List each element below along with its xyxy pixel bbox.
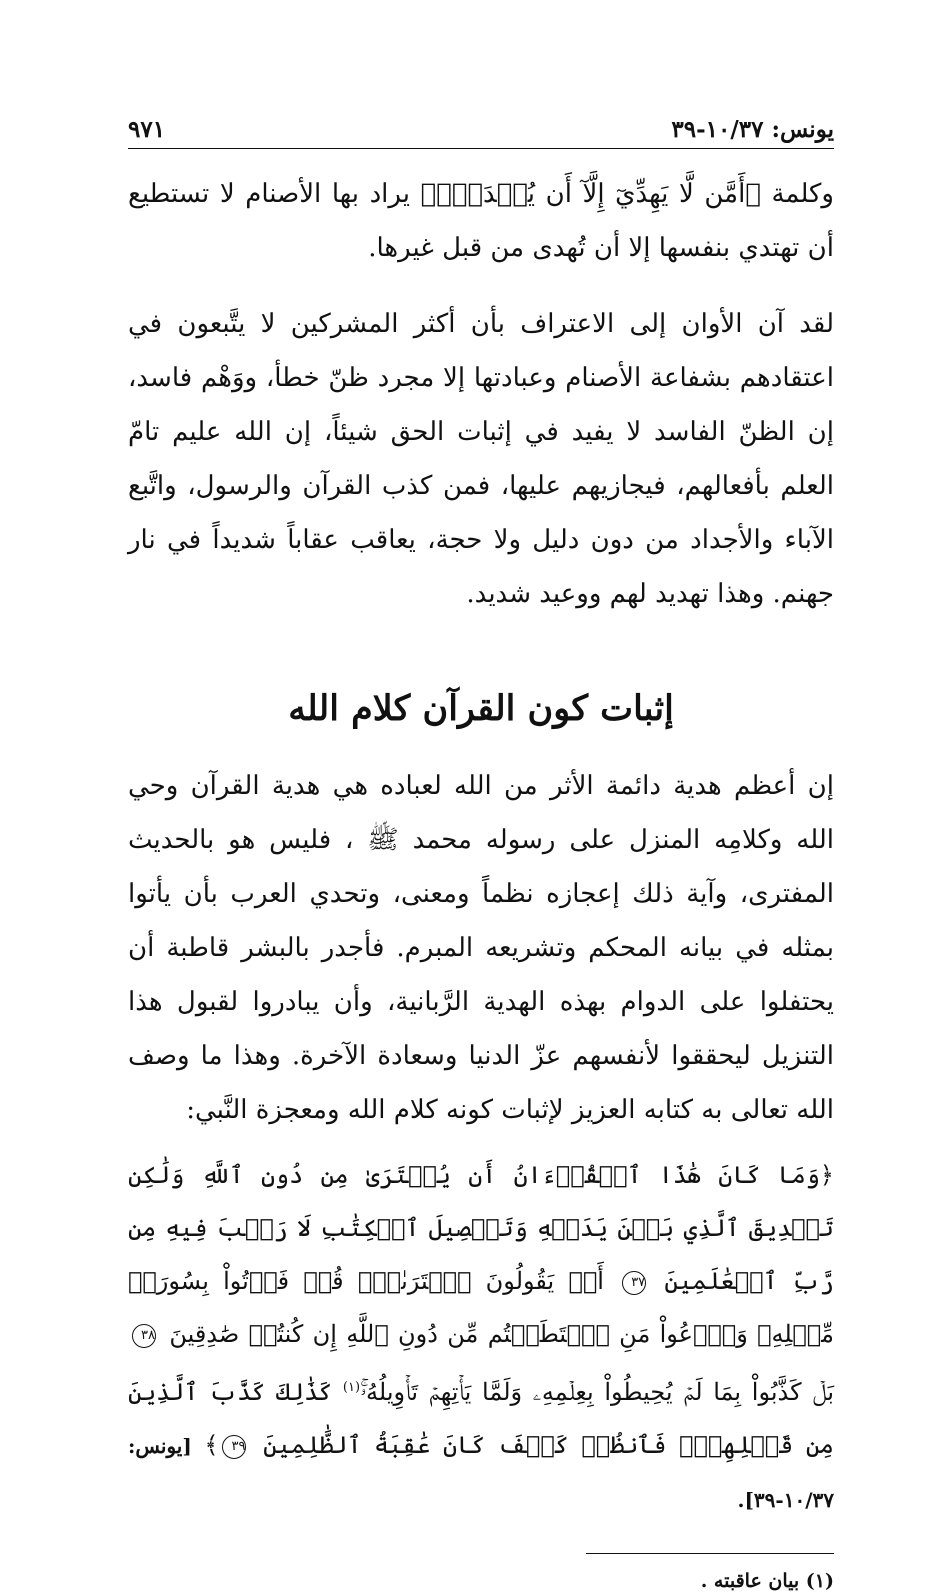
paragraph-idols: وكلمة ﴿أَمَّن لَّا يَهِدِّيٓ إِلَّآ أَن يُهۡدَىٰۖ﴾ يراد بها الأصنام لا تستطيع أن تهتدي بنفسها إلا أن تُهدى من قبل غيرها. bbox=[128, 179, 834, 263]
verse-closing-bracket: ﴾ bbox=[204, 1431, 219, 1459]
paragraph-polytheists: لقد آن الأوان إلى الاعتراف بأن أكثر المشركين لا يتَّبعون في اعتقادهم بشفاعة الأصنام وعبادتها إلا مجرد ظنّ خطأ، ووَهْم فاسد، إن الظنّ الفاسد لا يفيد في إثبات الحق شيئاً، إن الله عليم تامّ العلم بأفعالهم، فيجازيهم عليها، فمن كذب القرآن والرسول، واتَّبع الآباء والأجداد من دون دليل ولا حجة، يعاقب عقاباً شديداً في نار جهنم. وهذا تهديد لهم ووعيد شديد. bbox=[128, 309, 834, 609]
footnote-divider bbox=[586, 1553, 834, 1554]
verse-text: ﴿وَمَا كَانَ هَٰذَا ٱلۡقُرۡءَانُ أَن يُفۡتَرَىٰ مِن دُونِ ٱللَّهِ وَلَٰكِن تَصۡدِيقَ ٱلَّذِي بَيۡنَ يَدَيۡهِ وَتَفۡصِيلَ ٱلۡكِتَٰبِ لَا رَيۡبَ فِيهِ مِن رَّبِّ ٱلۡعَٰلَمِينَ bbox=[128, 1161, 834, 1295]
page-header bbox=[128, 108, 834, 149]
footnote: (١) بيان عاقبته . bbox=[700, 1570, 834, 1592]
surah-reference: يونس: ١٠/٣٧-٣٩ bbox=[671, 116, 834, 143]
ayah-number: ٣٨ bbox=[132, 1324, 156, 1348]
verse-text: بَلۡ كَذَّبُواْ بِمَا لَمۡ يُحِيطُواْ بِعِلۡمِهِۦ وَلَمَّا يَأۡتِهِمۡ تَأۡوِيلُهُۥۚ bbox=[360, 1378, 834, 1406]
ayah-number: ٣٧ bbox=[622, 1271, 646, 1295]
footnote-marker: (١) bbox=[342, 1380, 361, 1395]
ayah-number: ٣٩ bbox=[222, 1435, 246, 1459]
verse-text: كَذَٰلِكَ كَذَّبَ ٱلَّذِينَ مِن قَبۡلِهِمۡۖ فَٱنظُرۡ كَيۡفَ كَانَ عَٰقِبَةُ ٱلظَّٰلِمِينَ bbox=[128, 1378, 834, 1459]
verse-text: أَمۡ يَقُولُونَ ٱفۡتَرَىٰهُۖ قُلۡ فَأۡتُواْ بِسُورَةٖ مِّثۡلِهِۦ وَٱدۡعُواْ مَنِ ٱسۡتَطَعۡتُم مِّن دُونِ ٱللَّهِ إِن كُنتُمۡ صَٰدِقِينَ bbox=[128, 1267, 834, 1348]
page-number: ٩٧١ bbox=[128, 116, 166, 143]
section-heading: إثبات كون القرآن كلام الله bbox=[288, 688, 674, 729]
section-body: إن أعظم هدية دائمة الأثر من الله لعباده هي هدية القرآن وحي الله وكلامِه المنزل على رسوله محمد ﷺ ، فليس هو بالحديث المفترى، وآية ذلك إعجازه نظماً ومعنى، وتحدي العرب بأن يأتوا بمثله في بيانه المحكم وتشريعه المبرم. فأجدر بالبشر قاطبة أن يحتفلوا على الدوام بهذه الهدية الرَّبانية، وأن يبادروا لقبول هذا التنزيل ليحققوا لأنفسهم عزّ الدنيا وسعادة الآخرة. وهذا ما وصف الله تعالى به كتابه العزيز لإثبات كونه كلام الله ومعجزة النَّبي: bbox=[128, 771, 834, 1125]
verse-citation: [يونس: ١٠/٣٧-٣٩]. bbox=[128, 1434, 834, 1512]
book-page bbox=[128, 108, 834, 1592]
quran-verse bbox=[128, 1149, 834, 1527]
